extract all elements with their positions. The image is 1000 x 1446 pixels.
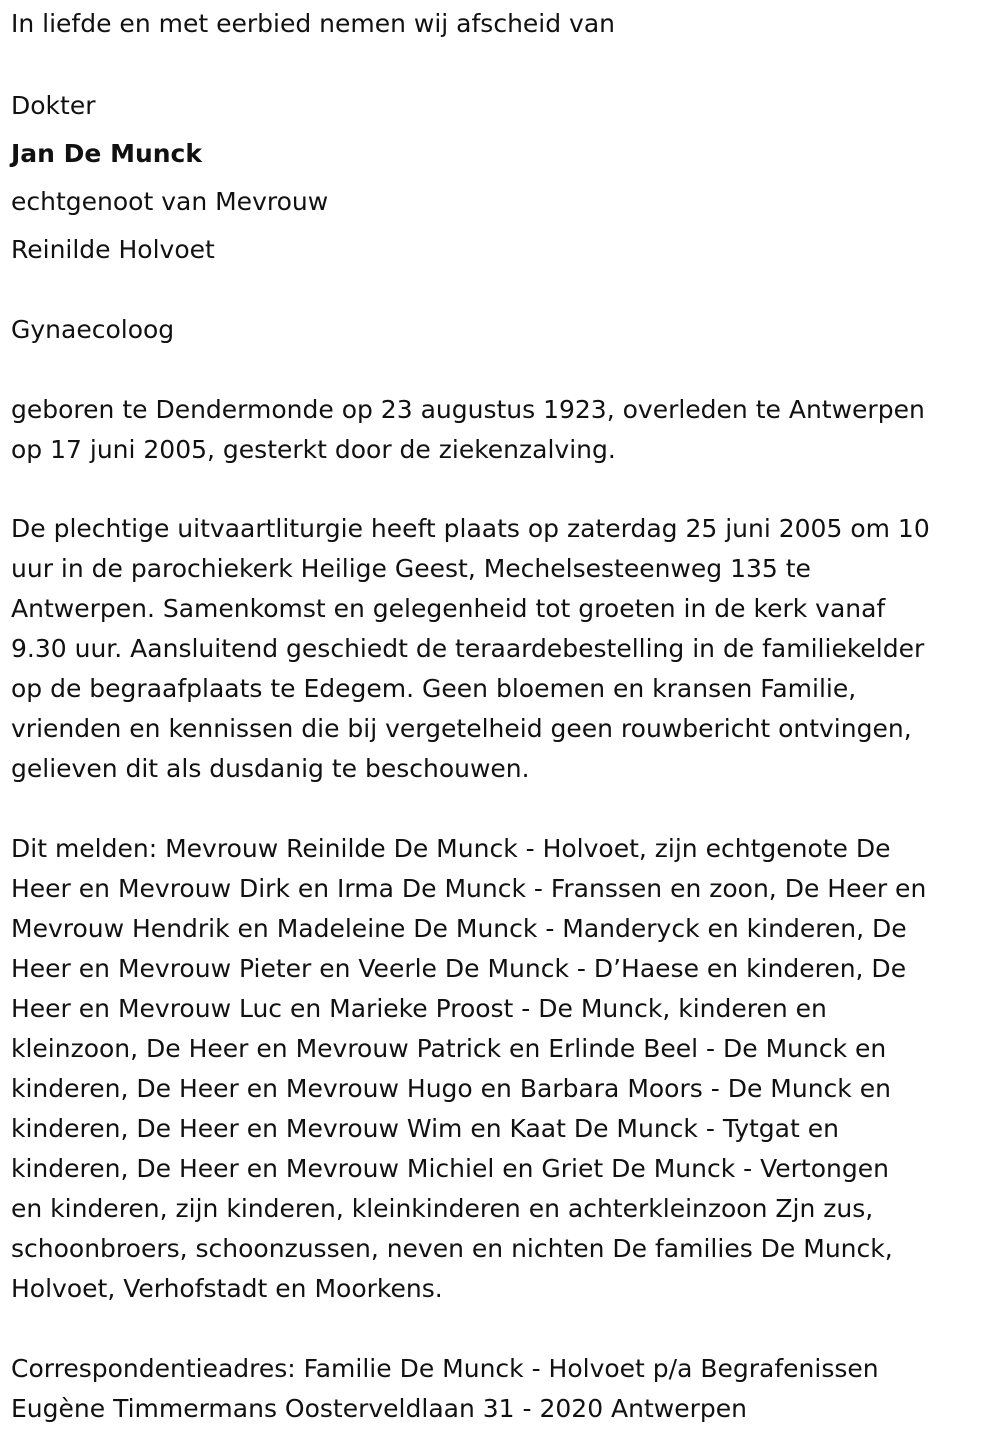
paragraph-line: Antwerpen. Samenkomst en gelegenheid tot groeten in de kerk vanaf <box>11 594 886 623</box>
paragraph-line: kinderen, De Heer en Mevrouw Michiel en Griet De Munck - Vertongen <box>11 1154 889 1183</box>
paragraph-line: uur in de parochiekerk Heilige Geest, Mechelsesteenweg 135 te <box>11 554 811 583</box>
correspondence-paragraph <box>11 1349 995 1429</box>
paragraph-line: kleinzoon, De Heer en Mevrouw Patrick en Erlinde Beel - De Munck en <box>11 1034 887 1063</box>
paragraph-line: Heer en Mevrouw Luc en Marieke Proost - De Munck, kinderen en <box>11 994 827 1023</box>
paragraph-line: 9.30 uur. Aansluitend geschiedt de teraardebestelling in de familiekelder <box>11 634 925 663</box>
deceased-name: Jan De Munck <box>11 139 203 168</box>
paragraph-line: kinderen, De Heer en Mevrouw Hugo en Barbara Moors - De Munck en <box>11 1074 891 1103</box>
spouse-line: echtgenoot van Mevrouw <box>11 187 329 216</box>
paragraph-line: op de begraafplaats te Edegem. Geen bloemen en kransen Familie, <box>11 674 857 703</box>
paragraph-line: schoonbroers, schoonzussen, neven en nichten De families De Munck, <box>11 1234 893 1263</box>
paragraph-line: op 17 juni 2005, gesterkt door de ziekenzalving. <box>11 435 616 464</box>
profession: Gynaecoloog <box>11 315 175 344</box>
paragraph-line: Heer en Mevrouw Pieter en Veerle De Munck - D’Haese en kinderen, De <box>11 954 907 983</box>
paragraph-line: en kinderen, zijn kinderen, kleinkinderen en achterkleinzoon Zjn zus, <box>11 1194 874 1223</box>
paragraph-line: Heer en Mevrouw Dirk en Irma De Munck - Franssen en zoon, De Heer en <box>11 874 927 903</box>
paragraph-line: gelieven dit als dusdanig te beschouwen. <box>11 754 530 783</box>
paragraph-line: Mevrouw Hendrik en Madeleine De Munck - Manderyck en kinderen, De <box>11 914 907 943</box>
paragraph-line: De plechtige uitvaartliturgie heeft plaats op zaterdag 25 juni 2005 om 10 <box>11 514 930 543</box>
paragraph-line: vrienden en kennissen die bij vergetelheid geen rouwbericht ontvingen, <box>11 714 912 743</box>
title-prefix: Dokter <box>11 91 96 120</box>
paragraph-line: Eugène Timmermans Oosterveldlaan 31 - 2020 Antwerpen <box>11 1394 747 1423</box>
spouse-name: Reinilde Holvoet <box>11 235 215 264</box>
intro-text: In liefde en met eerbied nemen wij afscheid van <box>11 9 616 38</box>
birth-death-paragraph <box>11 390 995 470</box>
ceremony-paragraph <box>11 509 995 789</box>
paragraph-line: Correspondentieadres: Familie De Munck - Holvoet p/a Begrafenissen <box>11 1354 879 1383</box>
paragraph-line: Dit melden: Mevrouw Reinilde De Munck - Holvoet, zijn echtgenote De <box>11 834 891 863</box>
paragraph-line: geboren te Dendermonde op 23 augustus 1923, overleden te Antwerpen <box>11 395 925 424</box>
paragraph-line: Holvoet, Verhofstadt en Moorkens. <box>11 1274 443 1303</box>
announcers-paragraph <box>11 829 995 1309</box>
paragraph-line: kinderen, De Heer en Mevrouw Wim en Kaat De Munck - Tytgat en <box>11 1114 839 1143</box>
